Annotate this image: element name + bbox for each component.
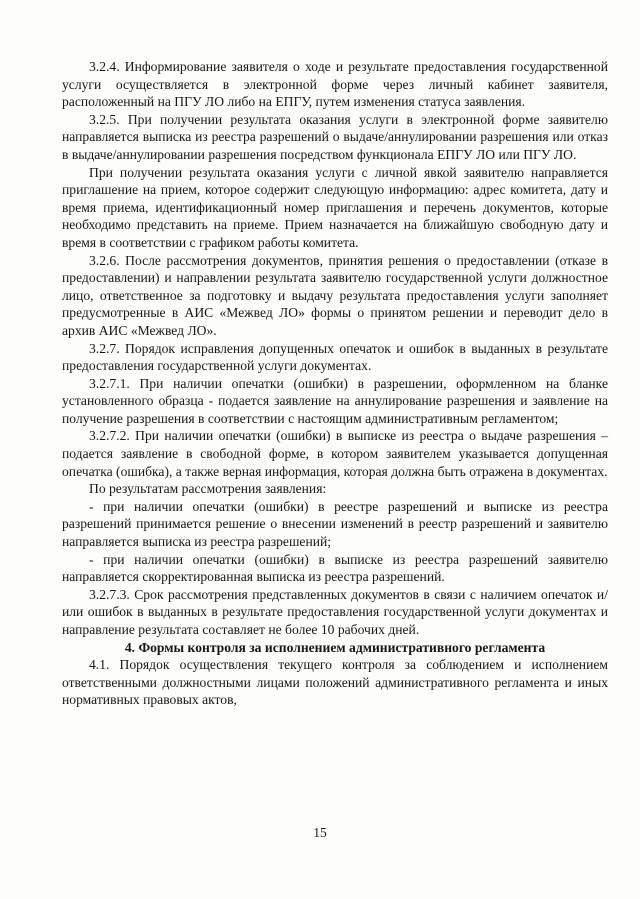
paragraph-registry-error: - при наличии опечатки (ошибки) в реестре разрешений и выписке из реестра разрешений принимается решение о внесении изменений в реестр разрешений и заявителю направляется выписка из реестра разрешений; bbox=[62, 498, 608, 550]
paragraph-review-results: По результатам рассмотрения заявления: bbox=[89, 481, 327, 497]
paragraph-3-2-7-1: 3.2.7.1. При наличии опечатки (ошибки) в разрешении, оформленном на бланке установленного образца - подается заявление на аннулирование разрешения и заявление на получение разрешения в соответствии с настоящим административным регламентом; bbox=[62, 375, 608, 426]
paragraph-3-2-7: 3.2.7. Порядок исправления допущенных опечаток и ошибок в выданных в результате предоставления государственной услуги документах. bbox=[62, 340, 608, 374]
paragraph-personal-visit: При получении результата оказания услуги с личной явкой заявителю направляется приглашение на прием, которое содержит следующую информацию: адрес комитета, дату и время приема, идентификационный номер приглашения и перечень документов, которые необходимо представить на приеме. Прием назначается на ближайшую свободную дату и время в соответствии с графиком работы комитета. bbox=[62, 164, 608, 250]
paragraph-3-2-6: 3.2.6. После рассмотрения документов, принятия решения о предоставлении (отказе в предоставлении) и направлении результата заявителю государственной услуги должностное лицо, ответственное за подготовку и выдачу результата предоставления услуги заполняет предусмотренные в АИС «Межвед ЛО» формы о принятом решении и переводит дело в архив АИС «Межвед ЛО». bbox=[62, 252, 608, 338]
paragraph-3-2-7-2: 3.2.7.2. При наличии опечатки (ошибки) в выписке из реестра о выдаче разрешения – подается заявление в свободной форме, в котором заявителем указывается допущенная опечатка (ошибка), а также верная информация, которая должна быть отражена в документах. bbox=[62, 428, 608, 479]
paragraph-3-2-5: 3.2.5. При получении результата оказания услуги в электронной форме заявителю направляется выписка из реестра разрешений о выдаче/аннулировании разрешения или отказ в выдаче/аннулировании разрешения посредством функционала ЕПГУ ЛО или ПГУ ЛО. bbox=[62, 111, 608, 162]
paragraph-3-2-7-3: 3.2.7.3. Срок рассмотрения представленных документов в связи с наличием опечаток и/или ошибок в выданных в результате предоставления государственной услуги документах и направление результата составляет не более 10 рабочих дней. bbox=[62, 586, 608, 637]
section-heading: 4. Формы контроля за исполнением административного регламента bbox=[124, 639, 546, 655]
page-number: 15 bbox=[313, 825, 327, 840]
paragraph-extract-error: - при наличии опечатки (ошибки) в выписке из реестра разрешений заявителю направляется скорректированная выписка из реестра разрешений. bbox=[62, 551, 608, 585]
paragraph-4-1: 4.1. Порядок осуществления текущего контроля за соблюдением и исполнением ответственными должностными лицами положений административного регламента и иных нормативных правовых актов, bbox=[62, 657, 608, 708]
paragraph-3-2-4: 3.2.4. Информирование заявителя о ходе и результате предоставления государственной услуги осуществляется в электронной форме через личный кабинет заявителя, расположенный на ПГУ ЛО либо на ЕПГУ, путем изменения статуса заявления. bbox=[62, 59, 608, 110]
body-text bbox=[62, 58, 608, 709]
